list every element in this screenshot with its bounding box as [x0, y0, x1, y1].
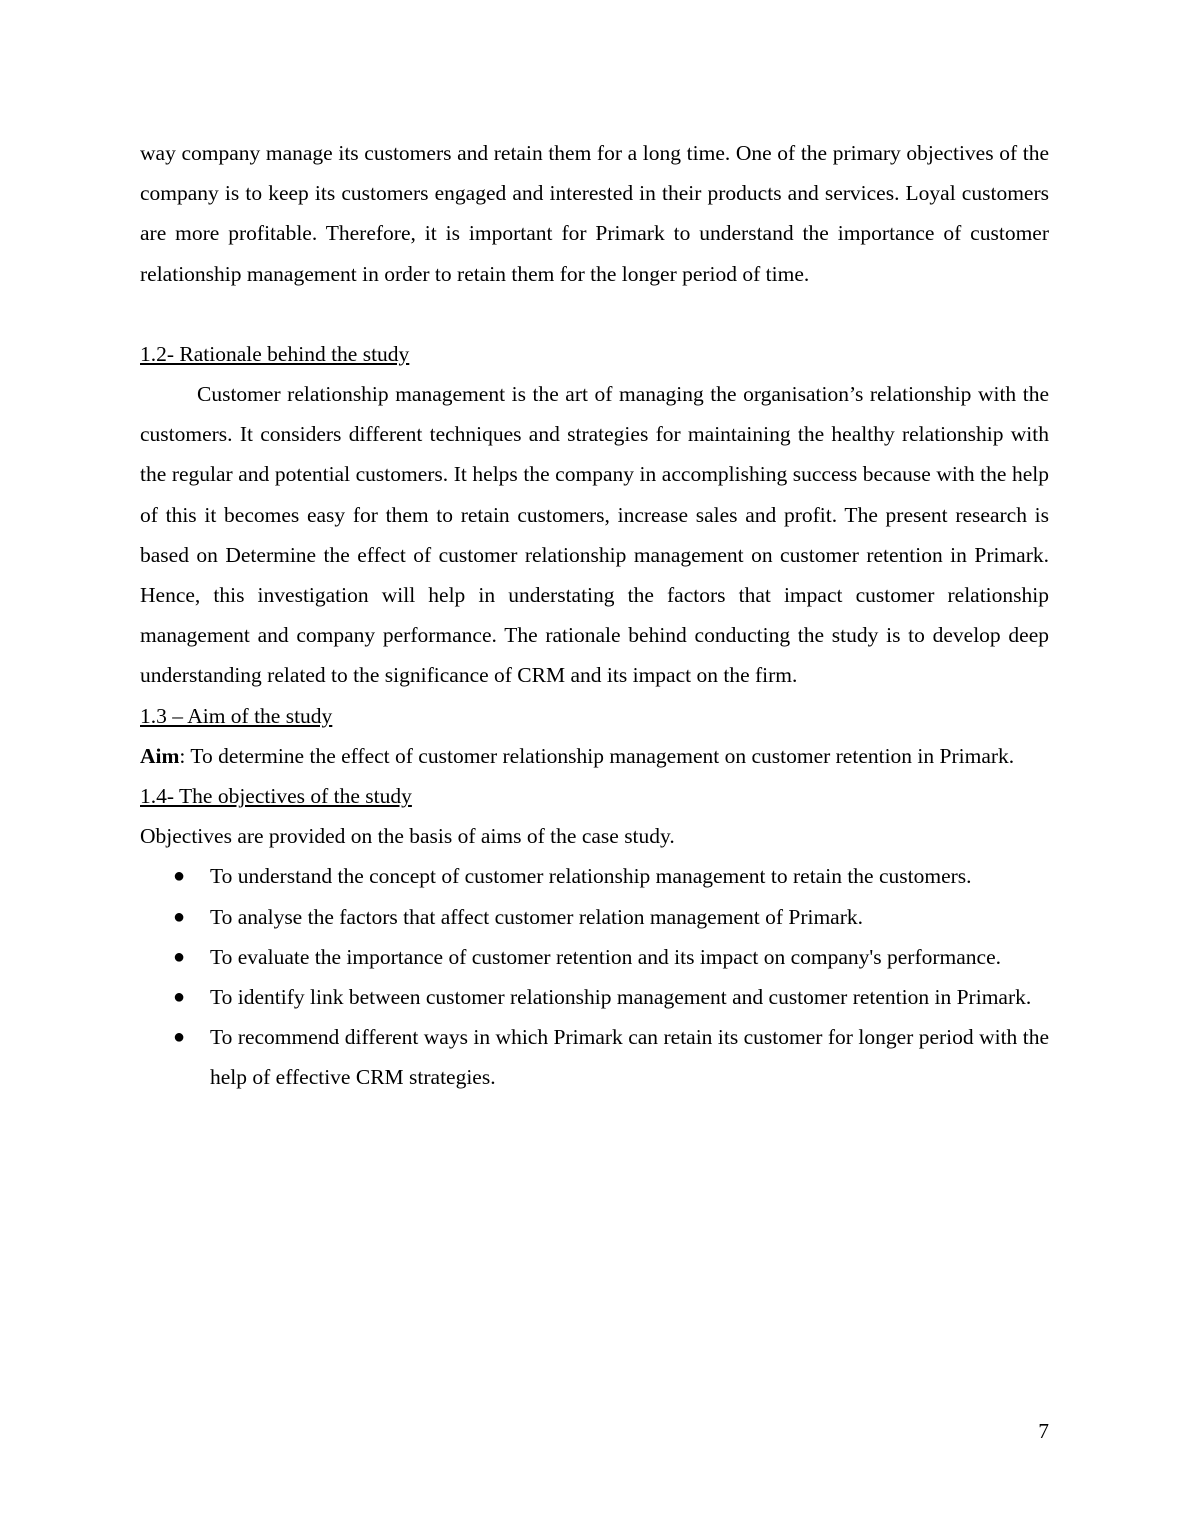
- aim-label: Aim: [140, 743, 180, 768]
- bullet-icon: ●: [173, 865, 186, 888]
- objective-item: [140, 856, 1049, 896]
- objective-text: To evaluate the importance of customer retention and its impact on company's performance.: [210, 944, 1002, 969]
- paragraph-spacer: [140, 294, 1049, 334]
- rationale-paragraph: Customer relationship management is the art of managing the organisation’s relationship with the customers. It considers different techniques and strategies for maintaining the healthy relationship with the regular and potential customers. It helps the company in accomplishing success because with the help of this it becomes easy for them to retain customers, increase sales and profit. The present research is based on Determine the effect of customer relationship management on customer retention in Primark. Hence, this investigation will help in understating the factors that impact customer relationship management and company performance. The rationale behind conducting the study is to develop deep understanding related to the significance of CRM and its impact on the firm.: [140, 382, 1049, 688]
- objective-text: To understand the concept of customer relationship management to retain the customers.: [210, 864, 972, 889]
- rationale-heading: 1.2- Rationale behind the study: [140, 341, 410, 366]
- objective-text: To recommend different ways in which Primark can retain its customer for longer period with the help of effective CRM strategies.: [210, 1025, 1049, 1090]
- bullet-icon: ●: [173, 905, 186, 928]
- aim-heading: 1.3 – Aim of the study: [140, 703, 333, 728]
- objective-item: [140, 937, 1049, 977]
- aim-paragraph: [140, 736, 1049, 776]
- objective-text: To identify link between customer relationship management and customer retention in Primark.: [210, 985, 1032, 1010]
- aim-text: : To determine the effect of customer relationship management on customer retention in Primark.: [179, 743, 1015, 768]
- bullet-icon: ●: [173, 1026, 186, 1049]
- objectives-intro: Objectives are provided on the basis of aims of the case study.: [140, 824, 675, 849]
- objective-item: [140, 1017, 1049, 1097]
- objectives-list: [140, 856, 1049, 1097]
- intro-paragraph: way company manage its customers and retain them for a long time. One of the primary objectives of the company is to keep its customers engaged and interested in their products and services. Loyal customers are more profitable. Therefore, it is important for Primark to understand the importance of customer relationship management in order to retain them for the longer period of time.: [140, 141, 1049, 286]
- document-page: [140, 133, 1049, 1098]
- objective-item: [140, 977, 1049, 1017]
- objective-item: [140, 897, 1049, 937]
- objective-text: To analyse the factors that affect customer relation management of Primark.: [210, 904, 863, 929]
- objectives-heading: 1.4- The objectives of the study: [140, 784, 412, 809]
- page-number: 7: [1038, 1419, 1049, 1443]
- bullet-icon: ●: [173, 945, 186, 968]
- bullet-icon: ●: [173, 986, 186, 1009]
